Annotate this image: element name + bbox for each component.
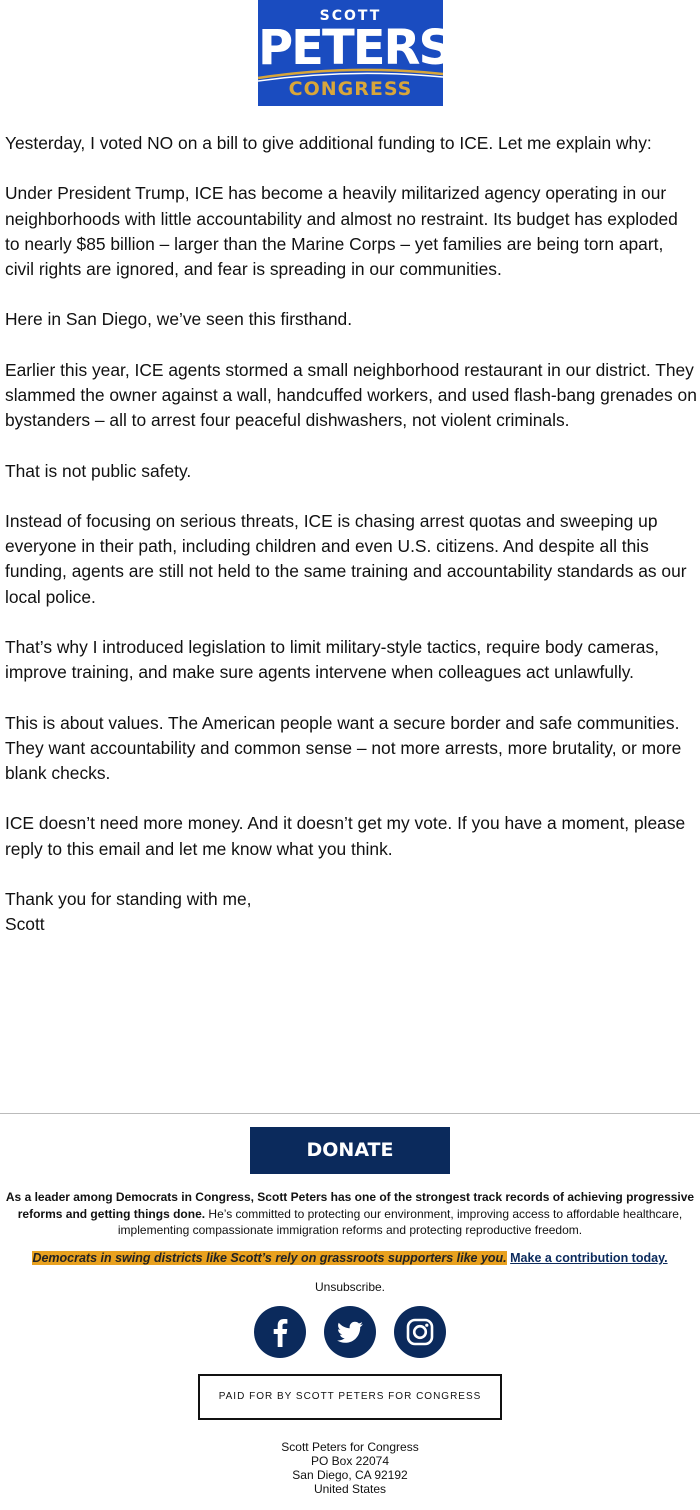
address-line: PO Box 22074 [310,1454,390,1468]
body-paragraph: Yesterday, I voted NO on a bill to give additional funding to ICE. Let me explain why: [5,133,652,153]
logo-line-congress: CONGRESS [288,78,413,100]
twitter-icon[interactable] [324,1306,376,1358]
logo-line-scott: SCOTT [319,8,382,24]
facebook-icon[interactable] [254,1306,306,1358]
body-paragraph: ICE doesn’t need more money. And it doesn’t get my vote. If you have a moment, please reply to this email and let me know what you think. [5,813,686,859]
signoff [5,887,697,937]
donate-button[interactable]: DONATE [250,1127,450,1174]
body-paragraph: Instead of focusing on serious threats, ICE is chasing arrest quotas and sweeping up everyone in their path, including children and even U.S. citizens. And despite all this funding, agents are still not held to the same training and accountability standards as our local police. [5,510,687,607]
body-paragraph: Earlier this year, ICE agents stormed a small neighborhood restaurant in our district. They slammed the owner against a wall, handcuffed workers, and used flash-bang grenades on bystanders – all to arrest four peaceful dishwashers, not violent criminals. [5,359,697,431]
campaign-logo [258,0,452,106]
body-paragraph: Under President Trump, ICE has become a heavily militarized agency operating in our neighborhoods with little accountability and almost no restraint. Its budget has exploded to nearly $85 billion – larger than the Marine Corps – yet families are being torn apart, civil rights are ignored, and fear is spreading in our communities. [5,183,678,279]
footer-divider [0,1113,700,1114]
body-paragraph: That’s why I introduced legislation to limit military-style tactics, require body cameras, improve training, and make sure agents intervene when colleagues act unlawfully. [5,636,660,683]
signature: Scott [5,914,45,935]
address-line: United States [313,1482,387,1496]
unsubscribe-link[interactable]: Unsubscribe. [314,1280,386,1294]
grassroots-line [0,1250,700,1267]
mailing-address [0,1440,700,1496]
email-body [5,131,697,937]
about-bold-text: As a leader among Democrats in Congress, Scott Peters has one of the strongest track records of achieving progressive reforms and getting things done. [5,1190,695,1221]
logo-line-peters: PETERS [258,20,452,76]
body-paragraph: That is not public safety. [5,460,192,481]
body-paragraph: Here in San Diego, we’ve seen this firsthand. [5,309,353,330]
signoff-line: Thank you for standing with me, [5,888,252,909]
about-text [4,1189,696,1239]
paid-for-disclaimer: PAID FOR BY SCOTT PETERS FOR CONGRESS [198,1374,502,1420]
instagram-icon[interactable] [394,1306,446,1358]
body-paragraph: This is about values. The American people want a secure border and safe communities. They want accountability and common sense – not more arrests, more brutality, or more blank checks. [5,712,682,783]
contribution-link[interactable]: Make a contribution today. [510,1251,668,1265]
address-line: San Diego, CA 92192 [292,1468,408,1482]
about-rest-text: He’s committed to protecting our environment, improving access to affordable healthcare, implementing compassionate immigration reforms and protecting reproductive freedom. [117,1206,683,1237]
grassroots-highlight: Democrats in swing districts like Scott’s rely on grassroots supporters like you. [32,1251,507,1265]
address-line: Scott Peters for Congress [281,1440,419,1454]
